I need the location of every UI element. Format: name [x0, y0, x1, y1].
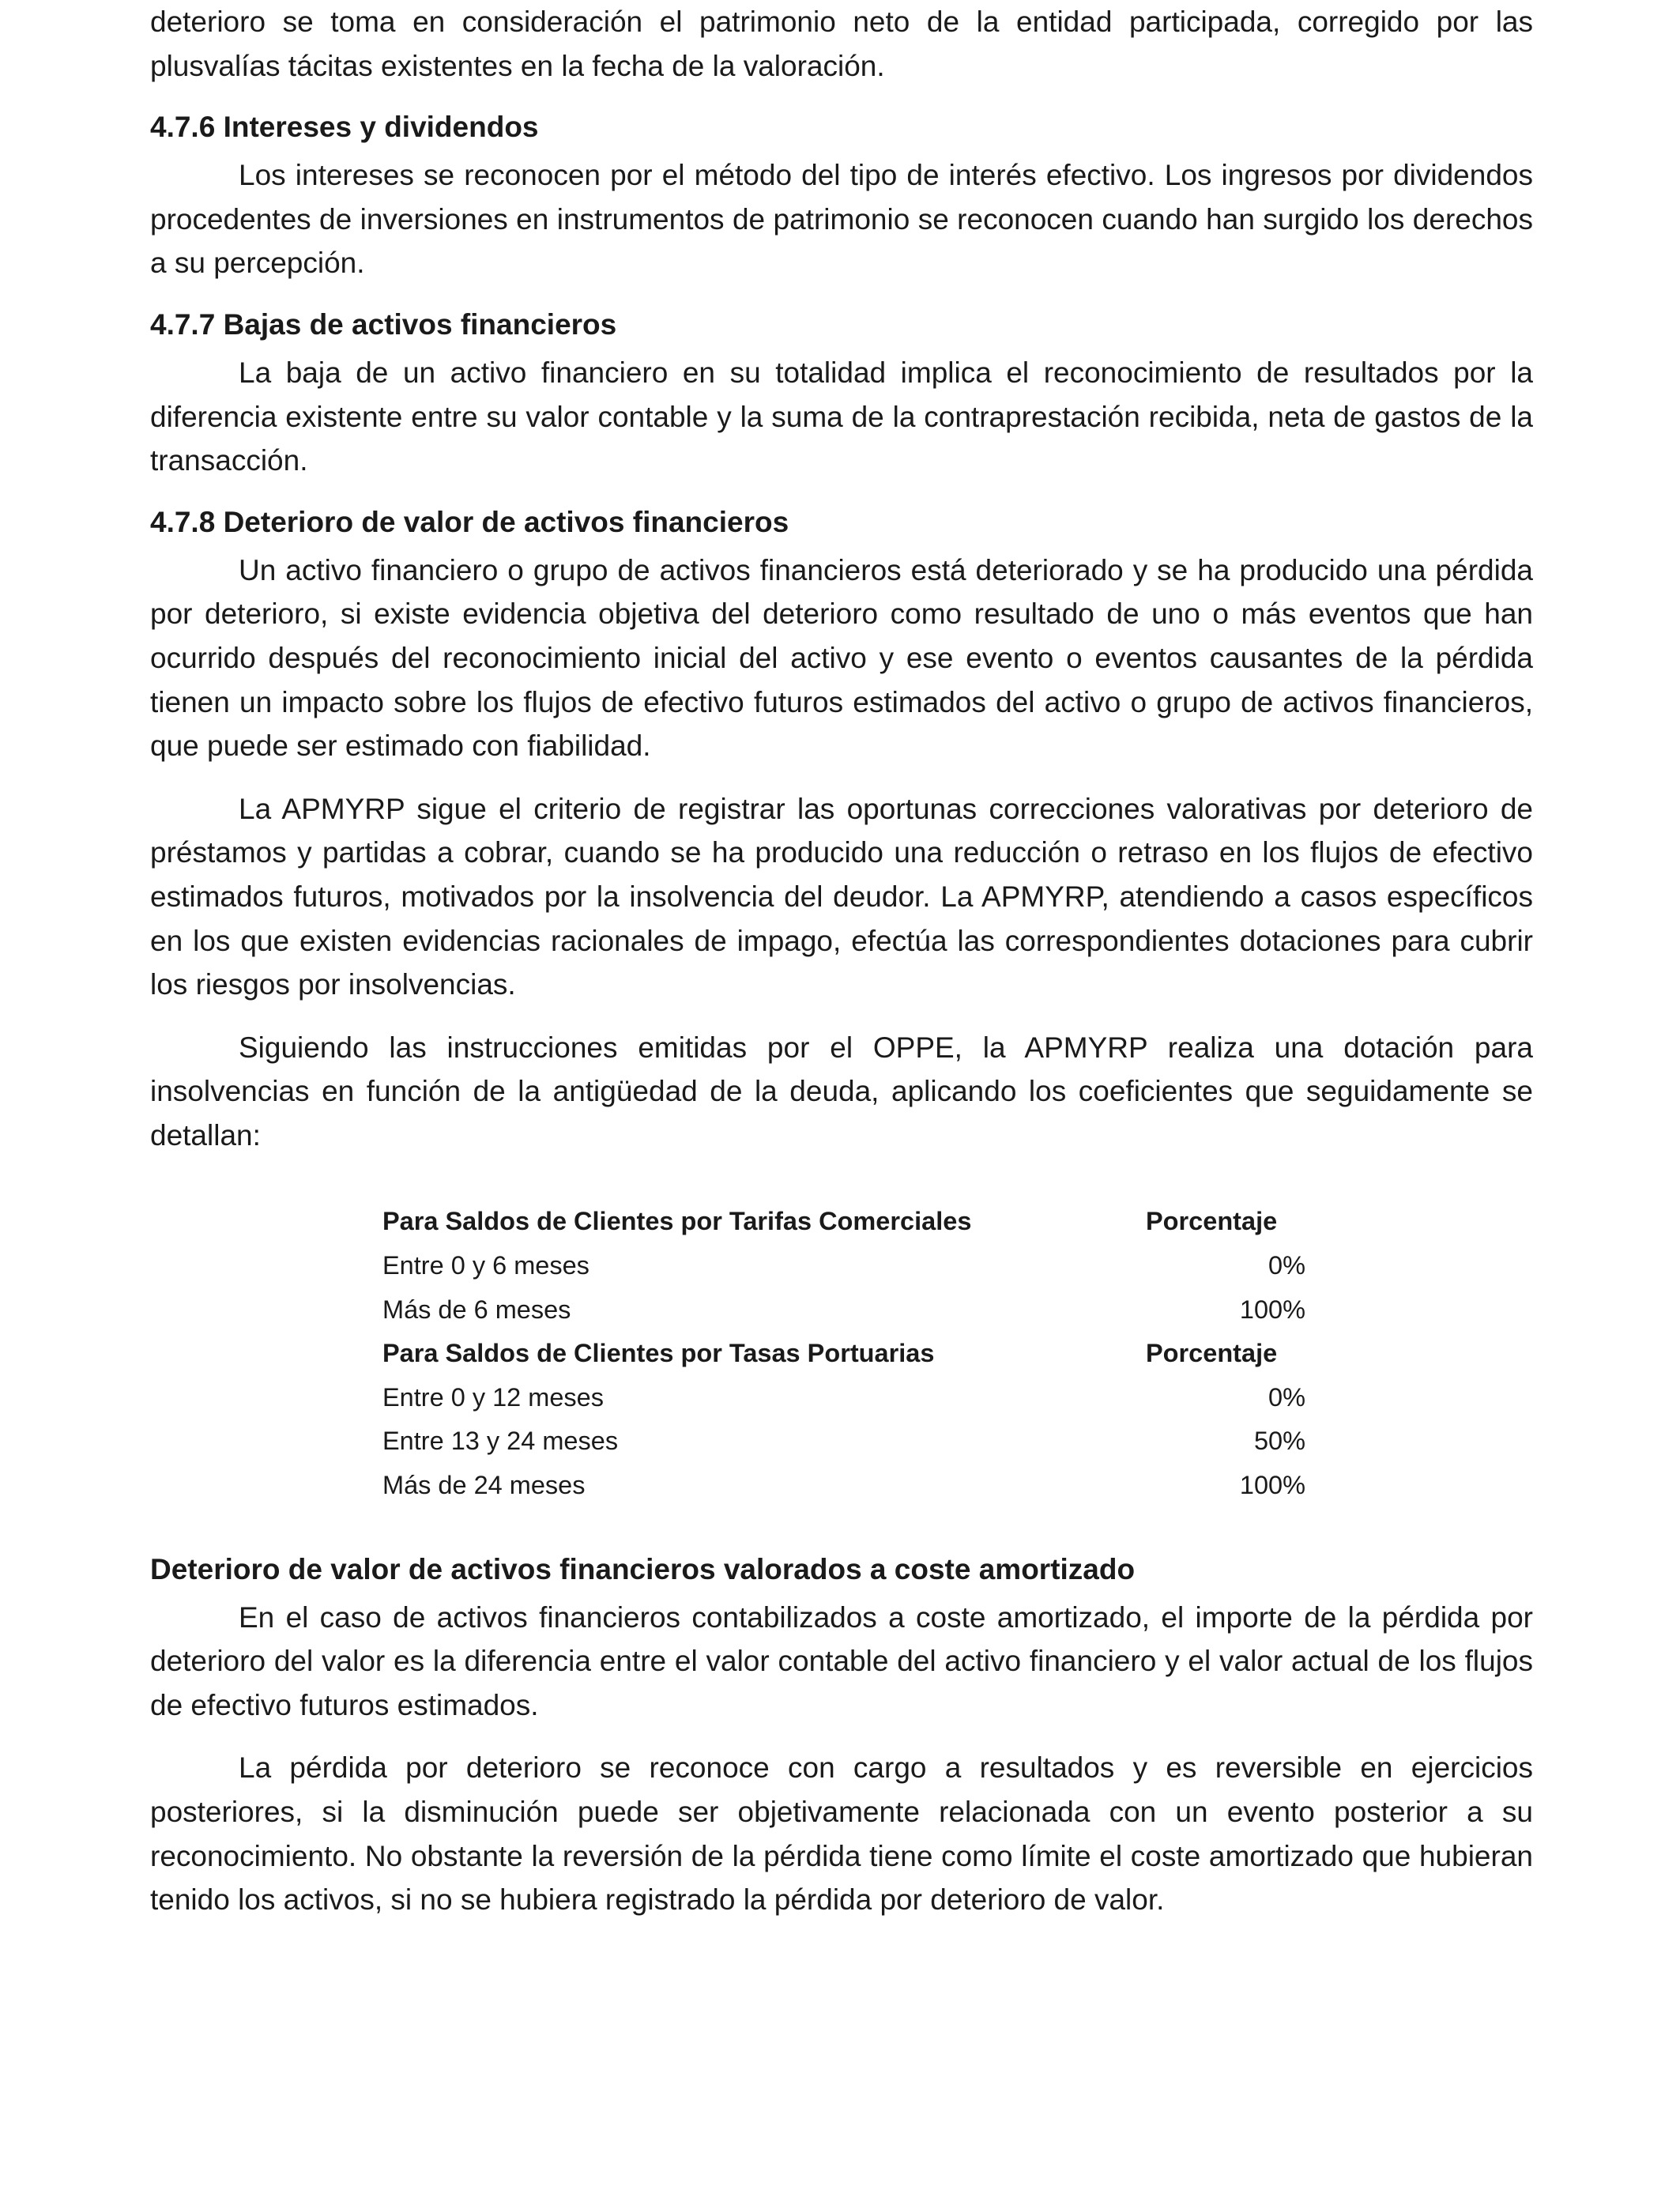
coefficients-table	[382, 1200, 1305, 1507]
group-header-percent: Porcentaje	[1146, 1207, 1278, 1236]
table-row	[382, 1376, 1305, 1420]
row-value: 50%	[1253, 1427, 1305, 1456]
row-label: Más de 24 meses	[382, 1471, 586, 1500]
table-row	[382, 1419, 1305, 1464]
row-label: Entre 0 y 6 meses	[382, 1251, 590, 1280]
row-label: Entre 13 y 24 meses	[382, 1427, 619, 1456]
row-label: Más de 6 meses	[382, 1295, 571, 1324]
table-row	[382, 1244, 1305, 1288]
table-row	[382, 1288, 1305, 1333]
table-row	[382, 1464, 1305, 1508]
group-header-label: Para Saldos de Clientes por Tasas Portuarias	[382, 1339, 935, 1368]
paragraph-deterioro-2: La APMYRP sigue el criterio de registrar las oportunas correcciones valorativas por deterioro de préstamos y partidas a cobrar, cuando se ha producido una reducción o retraso en los flujos de efectivo estimados futuros, motivados por la insolvencia del deudor. La APMYRP, atendiendo a casos específicos en los que existen evidencias racionales de impago, efectúa las correspondientes dotaciones para cubrir los riesgos por insolvencias.	[150, 792, 1533, 1001]
group-header-percent: Porcentaje	[1146, 1339, 1278, 1368]
intro-paragraph: deterioro se toma en consideración el patrimonio neto de la entidad participada, corregido por las plusvalías tácitas existentes en la fecha de la valoración.	[150, 6, 1533, 82]
heading-4-7-6: 4.7.6 Intereses y dividendos	[150, 111, 539, 144]
row-value: 100%	[1239, 1295, 1305, 1324]
paragraph-coste-1: En el caso de activos financieros contabilizados a coste amortizado, el importe de la pérdida por deterioro del valor es la diferencia entre el valor contable del activo financiero y el valor actual de los flujos de efectivo futuros estimados.	[150, 1600, 1533, 1721]
heading-coste-amortizado: Deterioro de valor de activos financieros valorados a coste amortizado	[150, 1552, 1136, 1585]
paragraph-coste-2: La pérdida por deterioro se reconoce con cargo a resultados y es reversible en ejercicios posteriores, si la disminución puede ser objetivamente relacionada con un evento posterior a su reconocimiento. No obstante la reversión de la pérdida tiene como límite el coste amortizado que hubieran tenido los activos, si no se hubiera registrado la pérdida por deterioro de valor.	[150, 1751, 1533, 1917]
paragraph-bajas: La baja de un activo financiero en su totalidad implica el reconocimiento de resultados por la diferencia existente entre su valor contable y la suma de la contraprestación recibida, neta de gastos de la transacción.	[150, 356, 1533, 477]
row-value: 0%	[1268, 1251, 1305, 1280]
heading-4-7-8: 4.7.8 Deterioro de valor de activos financieros	[150, 505, 789, 538]
paragraph-deterioro-3: Siguiendo las instrucciones emitidas por el OPPE, la APMYRP realiza una dotación para insolvencias en función de la antigüedad de la deuda, aplicando los coeficientes que seguidamente se detallan:	[150, 1031, 1533, 1152]
document-page	[150, 0, 1533, 1922]
paragraph-deterioro-1: Un activo financiero o grupo de activos financieros está deteriorado y se ha producido una pérdida por deterioro, si existe evidencia objetiva del deterioro como resultado de uno o más eventos que han ocurrido después del reconocimiento inicial del activo y ese evento o eventos causantes de la pérdida tienen un impacto sobre los flujos de efectivo futuros estimados del activo o grupo de activos financieros, que puede ser estimado con fiabilidad.	[150, 553, 1533, 763]
paragraph-intereses: Los intereses se reconocen por el método del tipo de interés efectivo. Los ingresos por dividendos procedentes de inversiones en instrumentos de patrimonio se reconocen cuando han surgido los derechos a su percepción.	[150, 159, 1533, 280]
heading-4-7-7: 4.7.7 Bajas de activos financieros	[150, 307, 617, 341]
table-group-header	[382, 1200, 1305, 1244]
table-group-header	[382, 1332, 1305, 1376]
row-value: 100%	[1239, 1471, 1305, 1500]
group-header-label: Para Saldos de Clientes por Tarifas Comerciales	[382, 1207, 972, 1236]
row-label: Entre 0 y 12 meses	[382, 1382, 604, 1412]
row-value: 0%	[1268, 1382, 1305, 1412]
